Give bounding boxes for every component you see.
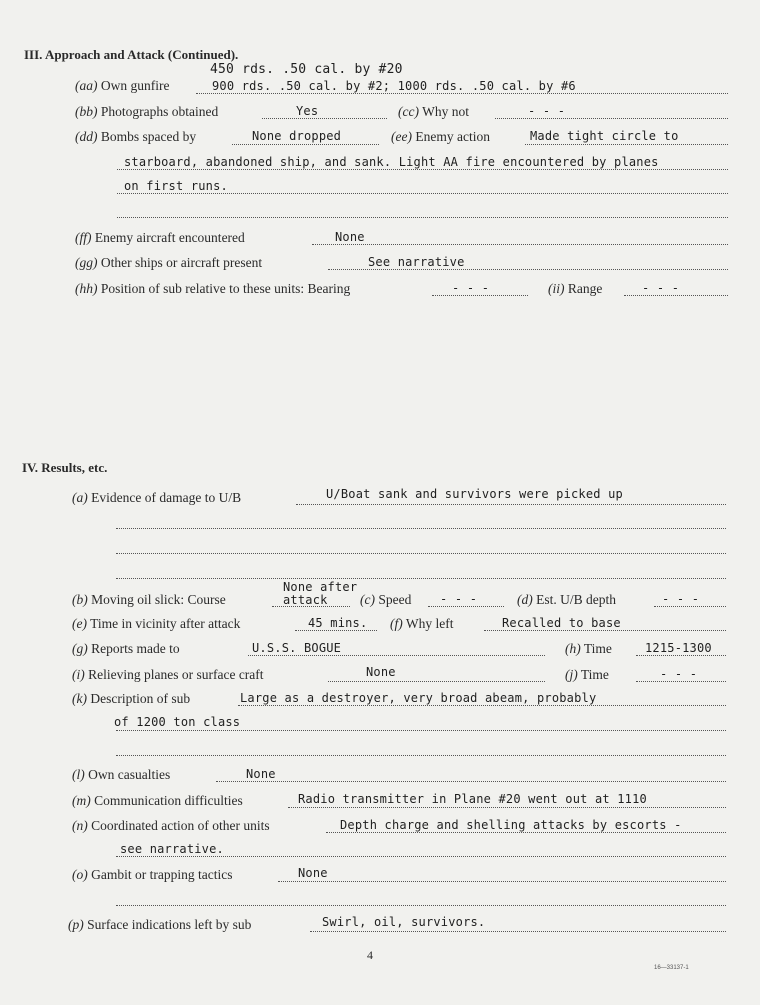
field-label: Moving oil slick: Course	[91, 592, 226, 607]
fill-line	[116, 528, 726, 529]
fill-line	[116, 730, 726, 731]
fill-line	[116, 755, 726, 756]
fill-line	[525, 144, 728, 145]
field-label: Speed	[378, 592, 412, 607]
section-4-heading: IV. Results, etc.	[22, 460, 108, 475]
field-key: (m)	[72, 793, 91, 808]
coordinated-action-line2: see narrative.	[120, 842, 224, 856]
field-key: (j)	[565, 667, 578, 682]
fill-line	[328, 681, 545, 682]
field-key: (d)	[517, 592, 533, 607]
fill-line	[196, 93, 728, 94]
field-time-vicinity	[72, 616, 240, 632]
field-label: Position of sub relative to these units: Bearing	[100, 281, 351, 296]
field-key: (g)	[72, 641, 88, 656]
field-key: (aa)	[75, 78, 98, 93]
field-label: Own gunfire	[100, 78, 170, 93]
fill-line	[262, 118, 387, 119]
field-sub-description	[72, 691, 190, 707]
fill-line	[310, 931, 726, 932]
field-bombs-spaced	[75, 129, 196, 145]
fill-line	[116, 553, 726, 554]
field-gambit-tactics	[72, 867, 232, 883]
relieving-craft-value: None	[366, 665, 396, 679]
photographs-value: Yes	[296, 104, 319, 118]
fill-line	[295, 630, 377, 631]
field-speed	[360, 592, 411, 608]
fill-line	[296, 504, 726, 505]
field-label: Communication difficulties	[94, 793, 243, 808]
fill-line	[216, 781, 726, 782]
section-3-heading: III. Approach and Attack (Continued).	[24, 47, 239, 62]
page-number: 4	[367, 948, 373, 962]
own-casualties-value: None	[246, 767, 276, 781]
fill-line	[428, 606, 504, 607]
gunfire-value: 900 rds. .50 cal. by #2; 1000 rds. .50 cal. by #6	[212, 79, 576, 93]
fill-line	[484, 630, 726, 631]
field-oil-slick-course	[72, 592, 226, 608]
fill-line	[117, 193, 728, 194]
field-report-time	[565, 641, 612, 657]
field-key: (bb)	[75, 104, 98, 119]
fill-line	[116, 905, 726, 906]
field-key: (i)	[72, 667, 85, 682]
other-ships-value: See narrative	[368, 255, 465, 269]
enemy-aircraft-value: None	[335, 230, 365, 244]
fill-line	[248, 655, 545, 656]
field-relieving-time	[565, 667, 609, 683]
field-range	[548, 281, 602, 297]
field-label: Surface indications left by sub	[87, 917, 252, 932]
course-value: attack	[283, 593, 328, 607]
coordinated-action-line1: Depth charge and shelling attacks by escorts -	[340, 818, 682, 832]
field-key: (b)	[72, 592, 88, 607]
field-key: (ff)	[75, 230, 92, 245]
communication-value: Radio transmitter in Plane #20 went out at 1110	[298, 792, 647, 806]
field-key: (l)	[72, 767, 85, 782]
field-label: Gambit or trapping tactics	[91, 867, 233, 882]
speed-value: - - -	[440, 592, 478, 606]
field-own-casualties	[72, 767, 170, 783]
field-key: (p)	[68, 917, 84, 932]
field-label: Time	[583, 641, 612, 656]
time-vicinity-value: 45 mins.	[308, 616, 368, 630]
field-own-gunfire	[75, 78, 169, 94]
fill-line	[326, 832, 726, 833]
field-other-ships	[75, 255, 262, 271]
field-label: Photographs obtained	[100, 104, 219, 119]
fill-line	[432, 295, 528, 296]
evidence-damage-value: U/Boat sank and survivors were picked up	[326, 487, 623, 501]
field-label: Reports made to	[91, 641, 180, 656]
field-label: Enemy action	[415, 129, 490, 144]
field-label: Time	[580, 667, 609, 682]
enemy-action-line1: Made tight circle to	[530, 129, 679, 143]
field-label: Evidence of damage to U/B	[91, 490, 242, 505]
form-code: 16—33137-1	[654, 965, 689, 971]
field-surface-indications	[68, 917, 251, 933]
field-label: Description of sub	[90, 691, 191, 706]
fill-line	[116, 578, 726, 579]
relieving-time-value: - - -	[660, 667, 698, 681]
report-time-value: 1215-1300	[645, 641, 712, 655]
field-key: (o)	[72, 867, 88, 882]
field-key: (gg)	[75, 255, 98, 270]
gambit-tactics-value: None	[298, 866, 328, 880]
sub-description-line1: Large as a destroyer, very broad abeam, probably	[240, 691, 597, 705]
field-why-not	[398, 104, 469, 120]
field-key: (ee)	[391, 129, 412, 144]
fill-line	[288, 807, 726, 808]
fill-line	[495, 118, 728, 119]
field-label: Relieving planes or surface craft	[88, 667, 264, 682]
fill-line	[117, 217, 728, 218]
field-label: Time in vicinity after attack	[90, 616, 241, 631]
gunfire-value-top: 450 rds. .50 cal. by #20	[210, 62, 403, 77]
field-key: (k)	[72, 691, 87, 706]
enemy-action-line2: starboard, abandoned ship, and sank. Light AA fire encountered by planes	[124, 155, 659, 169]
enemy-action-line3: on first runs.	[124, 179, 228, 193]
bombs-spaced-value: None dropped	[252, 129, 342, 143]
field-label: Own casualties	[88, 767, 171, 782]
fill-line	[278, 881, 726, 882]
field-communication	[72, 793, 243, 809]
fill-line	[116, 856, 726, 857]
field-label: Why left	[405, 616, 454, 631]
surface-indications-value: Swirl, oil, survivors.	[322, 915, 486, 929]
field-label: Other ships or aircraft present	[100, 255, 263, 270]
fill-line	[636, 681, 726, 682]
ub-depth-value: - - -	[662, 592, 700, 606]
field-key: (e)	[72, 616, 87, 631]
course-value-top: None after	[283, 580, 358, 594]
field-relieving-craft	[72, 667, 264, 683]
field-label: Est. U/B depth	[536, 592, 616, 607]
sub-description-line2: of 1200 ton class	[114, 715, 241, 729]
field-label: Bombs spaced by	[100, 129, 197, 144]
fill-line	[238, 705, 726, 706]
fill-line	[117, 169, 728, 170]
field-label: Range	[567, 281, 603, 296]
field-label: Enemy aircraft encountered	[94, 230, 245, 245]
fill-line	[624, 295, 728, 296]
field-enemy-action	[391, 129, 490, 145]
why-not-value: - - -	[528, 104, 566, 118]
field-label: Coordinated action of other units	[91, 818, 270, 833]
bearing-value: - - -	[452, 281, 490, 295]
fill-line	[232, 144, 379, 145]
field-ub-depth	[517, 592, 616, 608]
field-coordinated-action	[72, 818, 270, 834]
field-evidence-damage	[72, 490, 241, 506]
field-key: (f)	[390, 616, 403, 631]
why-left-value: Recalled to base	[502, 616, 621, 630]
fill-line	[312, 244, 728, 245]
field-key: (cc)	[398, 104, 419, 119]
field-key: (h)	[565, 641, 581, 656]
field-why-left	[390, 616, 454, 632]
fill-line	[636, 655, 726, 656]
fill-line	[328, 269, 728, 270]
field-enemy-aircraft	[75, 230, 245, 246]
field-key: (a)	[72, 490, 88, 505]
field-label: Why not	[422, 104, 469, 119]
field-reports-made	[72, 641, 180, 657]
reports-made-value: U.S.S. BOGUE	[252, 641, 342, 655]
field-photographs	[75, 104, 218, 120]
fill-line	[654, 606, 726, 607]
field-key: (hh)	[75, 281, 98, 296]
field-position-bearing	[75, 281, 350, 297]
field-key: (ii)	[548, 281, 565, 296]
field-key: (dd)	[75, 129, 98, 144]
range-value: - - -	[642, 281, 680, 295]
field-key: (n)	[72, 818, 88, 833]
field-key: (c)	[360, 592, 375, 607]
